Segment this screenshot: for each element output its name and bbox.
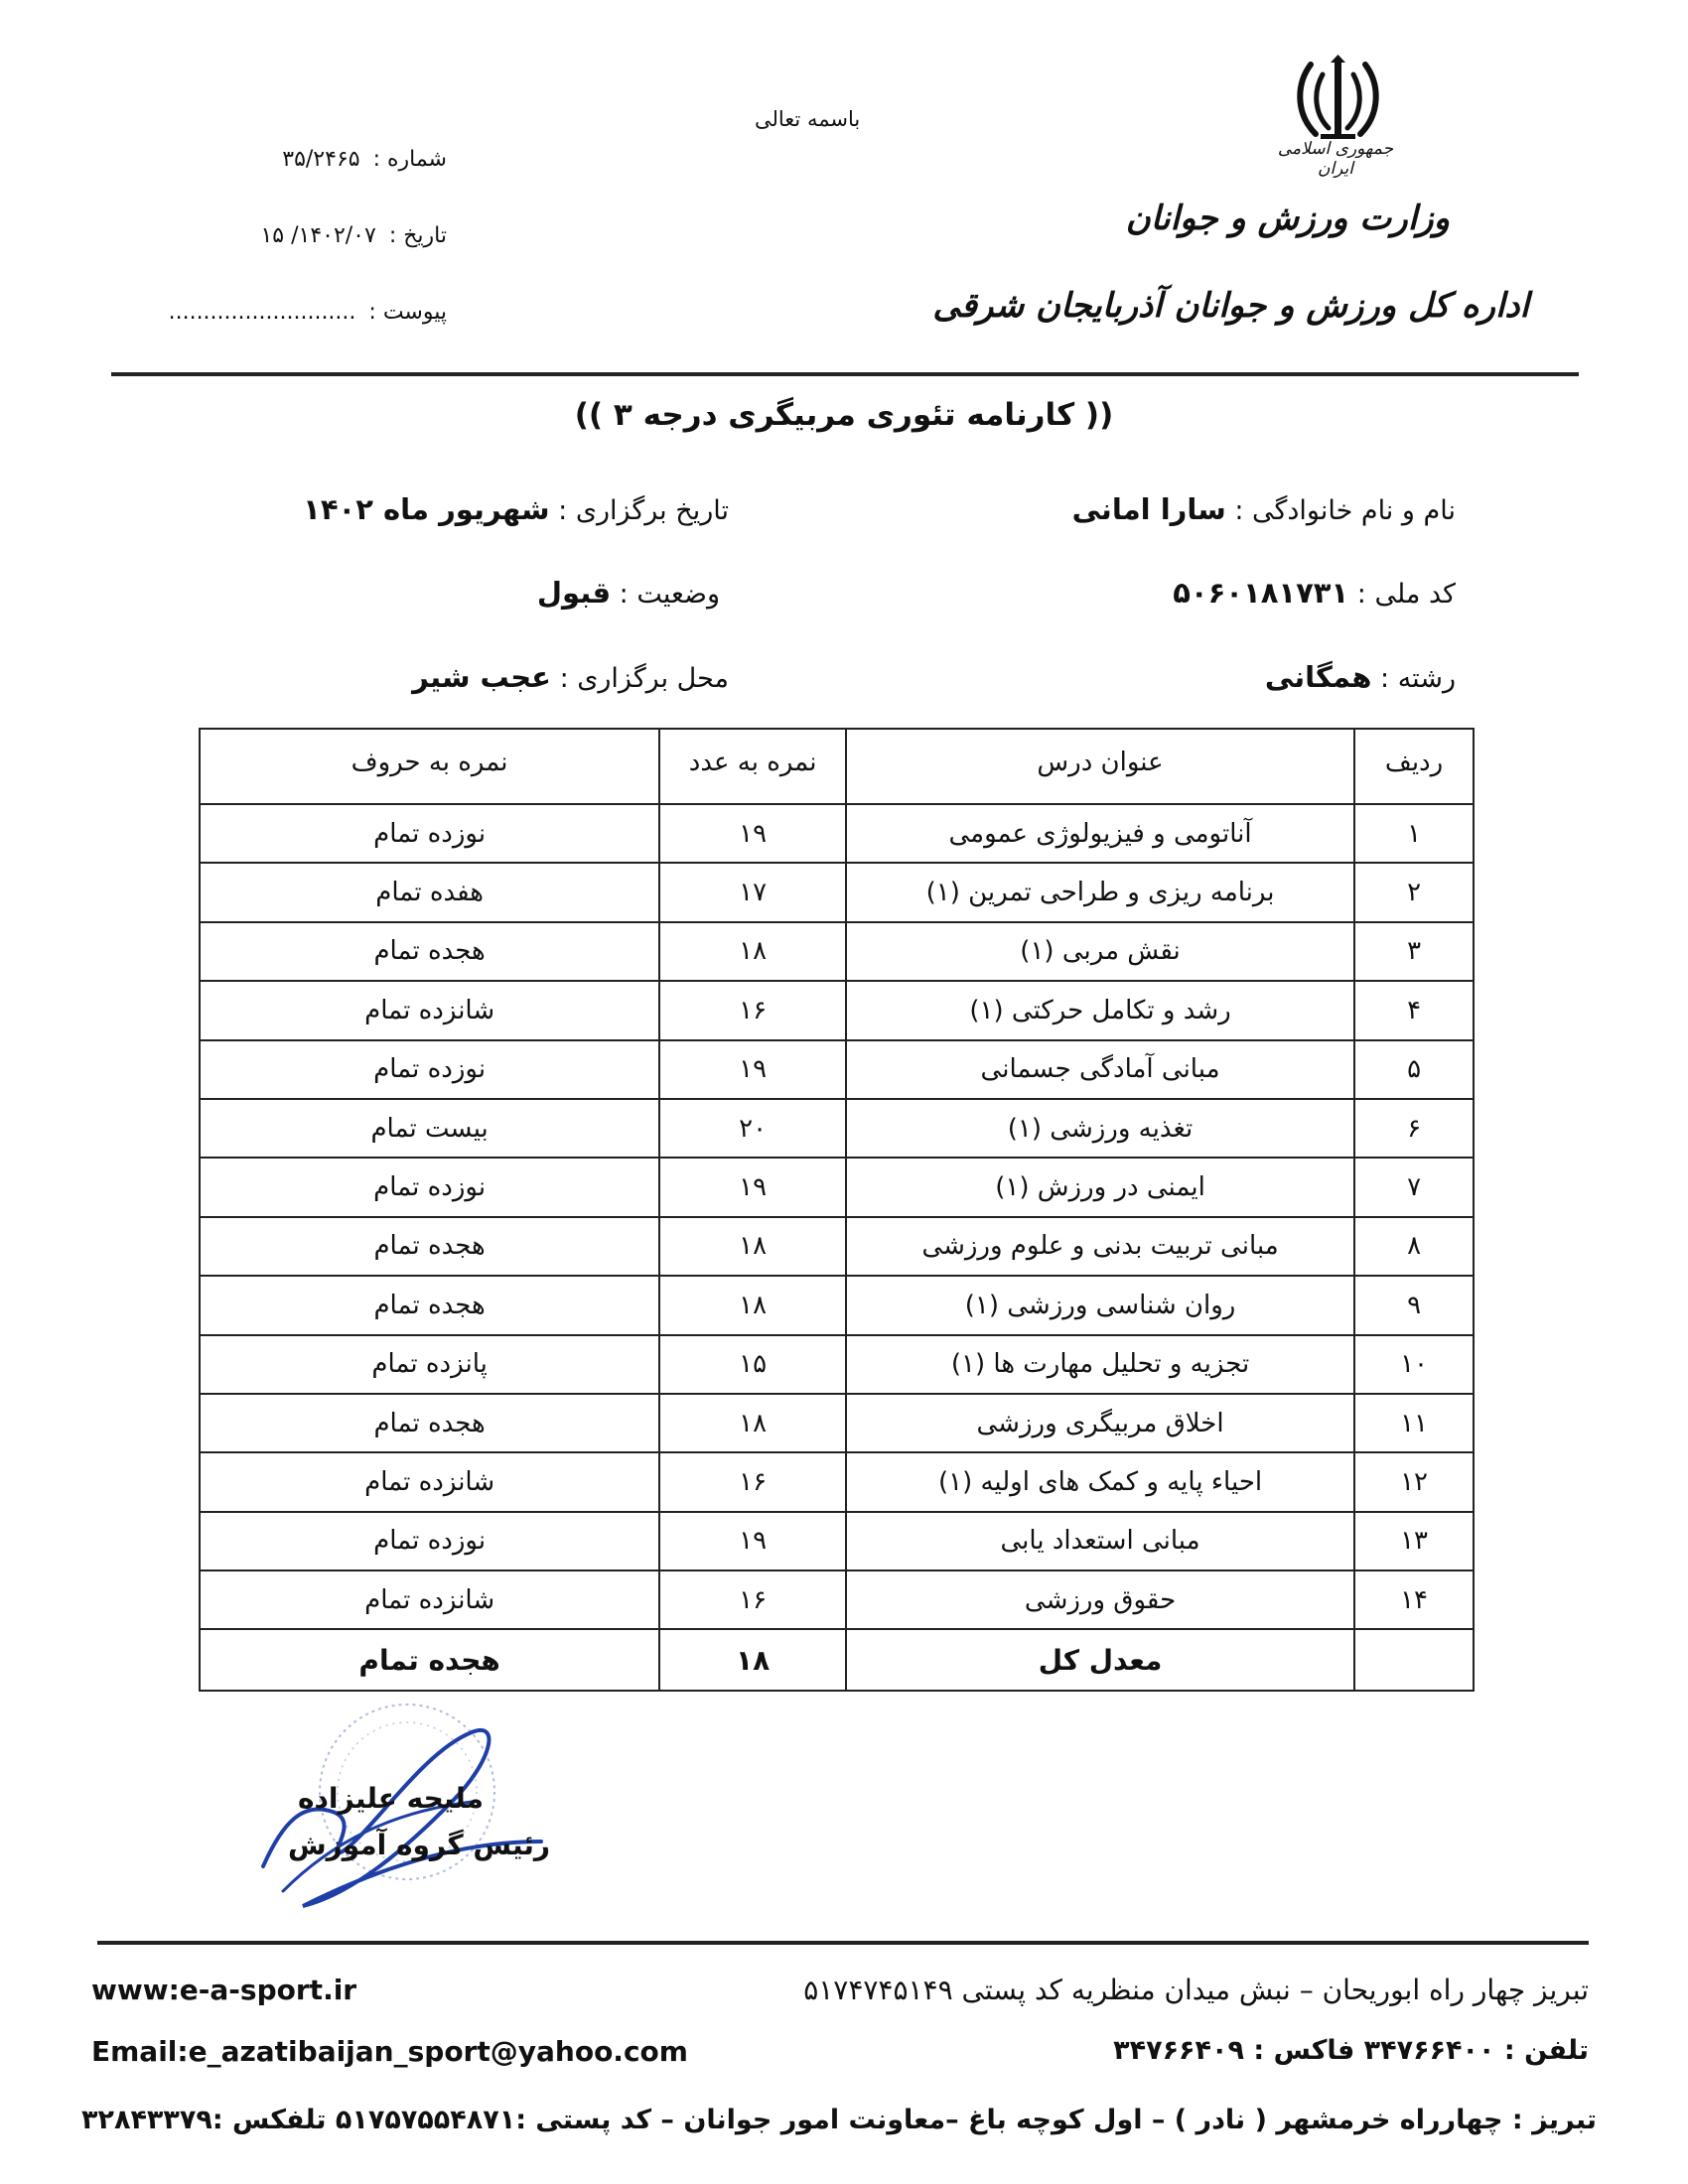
course-title-cell: روان شناسی ورزشی (۱) [846, 1276, 1354, 1334]
field-value: همگانی [1264, 660, 1372, 694]
score-number-cell: ۱۶ [659, 981, 846, 1039]
email-link[interactable]: Email:e_azatibaijan_sport@yahoo.com [91, 2035, 688, 2068]
course-title-cell: مبانی استعداد یابی [846, 1512, 1354, 1570]
national-id [1173, 576, 1456, 610]
website-link[interactable]: www:e-a-sport.ir [91, 1974, 357, 2006]
table-row [200, 981, 1474, 1039]
table-row [200, 922, 1474, 981]
table-row [200, 1158, 1474, 1216]
table-row [200, 1570, 1474, 1629]
score-words-cell: نوزده تمام [200, 804, 659, 863]
course-title-cell: احیاء پایه و کمک های اولیه (۱) [846, 1452, 1354, 1511]
course-title-cell: مبانی تربیت بدنی و علوم ورزشی [846, 1217, 1354, 1276]
national-id-label: کد ملی : [1356, 579, 1456, 610]
letter-date-value: ۱۴۰۲/۰۷/ ۱۵ [260, 223, 376, 248]
table-header-row [200, 729, 1474, 804]
student-name-value: سارا امانی [1071, 492, 1226, 526]
row-number-cell: ۳ [1354, 922, 1474, 981]
table-row [200, 1217, 1474, 1276]
score-words-cell: نوزده تمام [200, 1040, 659, 1099]
row-number-cell: ۸ [1354, 1217, 1474, 1276]
letter-number-label: شماره : [372, 147, 447, 172]
col-header-score-words: نمره به حروف [200, 729, 659, 804]
student-name-label: نام و نام خانوادگی : [1234, 495, 1456, 526]
status-value: قبول [536, 576, 612, 610]
table-total-row [200, 1629, 1474, 1691]
basmala: باسمه تعالی [755, 107, 861, 131]
row-number-cell: ۵ [1354, 1040, 1474, 1099]
venue [412, 660, 729, 694]
letter-attachment [168, 300, 447, 325]
held-date-label: تاریخ برگزاری : [558, 495, 729, 526]
grades-table [199, 728, 1475, 1692]
footer-divider [97, 1941, 1589, 1945]
page-title: (( کارنامه تئوری مربیگری درجه ۳ )) [574, 397, 1114, 433]
score-number-cell: ۱۵ [659, 1335, 846, 1394]
score-number-cell: ۱۹ [659, 1158, 846, 1216]
score-number-cell: ۱۸ [659, 1394, 846, 1452]
row-number-cell: ۱۴ [1354, 1570, 1474, 1629]
field [1265, 660, 1456, 694]
row-number-cell: ۶ [1354, 1099, 1474, 1158]
row-number-cell: ۱۳ [1354, 1512, 1474, 1570]
table-row [200, 1335, 1474, 1394]
emblem-caption: جمهوری اسلامی ایران [1277, 139, 1394, 179]
letter-attachment-value: ........................... [168, 300, 356, 325]
table-row [200, 1040, 1474, 1099]
score-words-cell: نوزده تمام [200, 1512, 659, 1570]
letter-attachment-label: پیوست : [368, 300, 447, 325]
table-row [200, 1394, 1474, 1452]
header-divider [111, 372, 1579, 376]
course-title-cell: حقوق ورزشی [846, 1570, 1354, 1629]
ministry-name: وزارت ورزش و جوانان [1125, 199, 1450, 238]
row-number-cell: ۲ [1354, 863, 1474, 921]
total-empty-cell [1354, 1629, 1474, 1691]
score-number-cell: ۱۶ [659, 1570, 846, 1629]
score-words-cell: شانزده تمام [200, 1452, 659, 1511]
score-number-cell: ۱۸ [659, 1217, 846, 1276]
score-words-cell: هجده تمام [200, 1276, 659, 1334]
score-words-cell: شانزده تمام [200, 1570, 659, 1629]
signatory-name: ملیحه علیزاده [298, 1782, 485, 1815]
col-header-score-number: نمره به عدد [659, 729, 846, 804]
signatory-title: رئیس گروه آموزش [288, 1829, 551, 1861]
score-words-cell: شانزده تمام [200, 981, 659, 1039]
score-number-cell: ۱۸ [659, 1276, 846, 1334]
row-number-cell: ۹ [1354, 1276, 1474, 1334]
status-label: وضعیت : [619, 579, 720, 610]
national-id-value: ۵۰۶۰۱۸۱۷۳۱ [1173, 576, 1349, 610]
table-row [200, 1099, 1474, 1158]
status [537, 576, 720, 610]
letter-number [199, 147, 447, 172]
course-title-cell: تجزیه و تحلیل مهارت ها (۱) [846, 1335, 1354, 1394]
held-date-value: شهریور ماه ۱۴۰۲ [303, 492, 550, 526]
youth-affairs-address: تبریز : چهارراه خرمشهر ( نادر ) – اول کوچه باغ –معاونت امور جوانان – کد پستی :۵۱۷۵۷۵۵۴۸۷۱ تلفکس :۳۲۸۴۳۳۷۹ [81, 2105, 1597, 2135]
course-title-cell: مبانی آمادگی جسمانی [846, 1040, 1354, 1099]
score-words-cell: پانزده تمام [200, 1335, 659, 1394]
score-number-cell: ۱۶ [659, 1452, 846, 1511]
score-words-cell: هجده تمام [200, 1217, 659, 1276]
total-score-number-cell: ۱۸ [659, 1629, 846, 1691]
field-label: رشته : [1380, 663, 1456, 694]
total-label-cell: معدل کل [846, 1629, 1354, 1691]
score-number-cell: ۲۰ [659, 1099, 846, 1158]
score-words-cell: نوزده تمام [200, 1158, 659, 1216]
score-number-cell: ۱۷ [659, 863, 846, 921]
course-title-cell: آناتومی و فیزیولوژی عمومی [846, 804, 1354, 863]
letter-number-value: ۳۵/۲۴۶۵ [282, 147, 360, 172]
row-number-cell: ۱۲ [1354, 1452, 1474, 1511]
student-name [1072, 492, 1456, 526]
course-title-cell: برنامه ریزی و طراحی تمرین (۱) [846, 863, 1354, 921]
col-header-row-number: ردیف [1354, 729, 1474, 804]
row-number-cell: ۱۱ [1354, 1394, 1474, 1452]
letter-date-label: تاریخ : [388, 223, 447, 248]
phone-fax: تلفن : ۳۴۷۶۶۴۰۰ فاکس : ۳۴۷۶۶۴۰۹ [1113, 2035, 1589, 2066]
score-number-cell: ۱۹ [659, 1040, 846, 1099]
score-words-cell: هجده تمام [200, 922, 659, 981]
table-row [200, 1276, 1474, 1334]
course-title-cell: نقش مربی (۱) [846, 922, 1354, 981]
row-number-cell: ۱۰ [1354, 1335, 1474, 1394]
table-row [200, 1452, 1474, 1511]
col-header-course-title: عنوان درس [846, 729, 1354, 804]
course-title-cell: اخلاق مربیگری ورزشی [846, 1394, 1354, 1452]
course-title-cell: رشد و تکامل حرکتی (۱) [846, 981, 1354, 1039]
score-words-cell: بیست تمام [200, 1099, 659, 1158]
score-words-cell: هجده تمام [200, 1394, 659, 1452]
score-number-cell: ۱۹ [659, 1512, 846, 1570]
held-date [303, 492, 729, 526]
score-words-cell: هفده تمام [200, 863, 659, 921]
row-number-cell: ۷ [1354, 1158, 1474, 1216]
score-number-cell: ۱۸ [659, 922, 846, 981]
course-title-cell: تغذیه ورزشی (۱) [846, 1099, 1354, 1158]
table-row [200, 863, 1474, 921]
table-row [200, 1512, 1474, 1570]
table-row [200, 804, 1474, 863]
row-number-cell: ۴ [1354, 981, 1474, 1039]
total-score-words-cell: هجده تمام [200, 1629, 659, 1691]
score-number-cell: ۱۹ [659, 804, 846, 863]
office-address: تبریز چهار راه ابوریحان – نبش میدان منظریه کد پستی ۵۱۷۴۷۴۵۱۴۹ [803, 1974, 1589, 2006]
venue-label: محل برگزاری : [559, 663, 729, 694]
letter-date [199, 223, 447, 248]
venue-value: عجب شیر [412, 660, 551, 694]
directorate-name: اداره کل ورزش و جوانان آذربایجان شرقی [932, 286, 1529, 326]
row-number-cell: ۱ [1354, 804, 1474, 863]
course-title-cell: ایمنی در ورزش (۱) [846, 1158, 1354, 1216]
